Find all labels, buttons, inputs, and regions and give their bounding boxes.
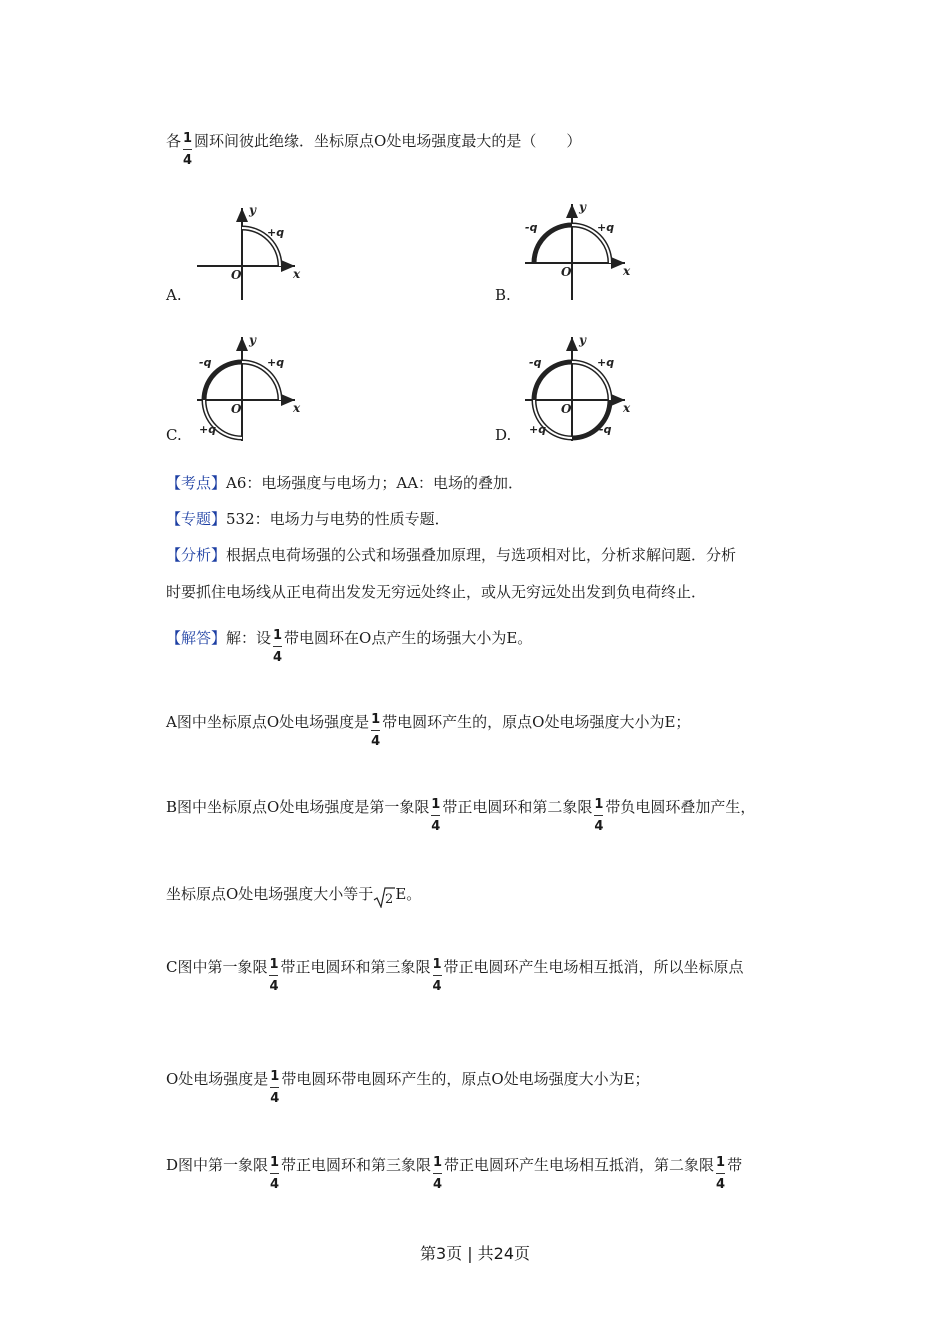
svg-text:x: x — [623, 401, 631, 415]
figure-option-a — [185, 200, 315, 314]
charge-label: -q — [525, 221, 538, 234]
svg-text:O: O — [561, 265, 572, 279]
charge-label: +q — [267, 356, 285, 369]
option-b-label: B. — [495, 286, 511, 304]
solution-c-2: O处电场强度是 $\frac{1}{4}$ 带电圆环带电圆环产生的，原点O处电场强度大小为E； — [166, 1069, 650, 1106]
svg-text:y: y — [579, 200, 586, 214]
svg-text:x: x — [293, 401, 301, 415]
charge-label: +q — [597, 356, 615, 369]
charge-label: -q — [529, 356, 542, 369]
fraction-quarter: $\frac{1}{4}$ — [182, 131, 193, 168]
zhuanti-line: 【专题】532：电场力与电势的性质专题． — [166, 510, 450, 528]
charge-label: -q — [199, 356, 212, 369]
solution-b: B图中坐标原点O处电场强度是第一象限 $\frac{1}{4}$ 带正电圆环和第二象限 $\frac{1}{4}$ 带负电圆环叠加产生， — [166, 797, 756, 834]
svg-text:O: O — [561, 402, 572, 416]
option-c-label: C. — [166, 426, 182, 444]
figure-option-d — [515, 333, 645, 449]
fenxi-line-2: 时要抓住电场线从正电荷出发发无穷远处终止，或从无穷远处出发到负电荷终止． — [166, 583, 707, 601]
svg-text:O: O — [231, 402, 242, 416]
svg-text:2: 2 — [385, 892, 394, 907]
question-intro: 各 $\frac{1}{4}$ 圆环间彼此绝缘．坐标原点O处电场强度最大的是（ ） — [166, 131, 582, 168]
y-axis-label: y — [249, 203, 256, 217]
figure-option-b — [515, 200, 645, 314]
option-a-label: A. — [166, 286, 182, 304]
charge-label: +q — [529, 423, 547, 436]
sqrt-two — [373, 884, 395, 907]
solution-d: D图中第一象限 $\frac{1}{4}$ 带正电圆环和第三象限 $\frac{1}{4}$ 带正电圆环产生电场相互抵消，第二象限 $\frac{1}{4}$ 带 — [166, 1155, 743, 1192]
solution-a: A图中坐标原点O处电场强度是 $\frac{1}{4}$ 带电圆环产生的，原点O处电场强度大小为E； — [166, 712, 691, 749]
charge-label: -q — [599, 423, 612, 436]
origin-label: O — [231, 268, 242, 282]
svg-text:x: x — [623, 264, 631, 278]
charge-label: +q — [267, 226, 285, 239]
svg-text:y: y — [579, 333, 586, 347]
x-axis-label: x — [293, 267, 301, 281]
jieda-line: 【解答】解：设 $\frac{1}{4}$ 带电圆环在O点产生的场强大小为E。 — [166, 628, 533, 665]
svg-text:y: y — [249, 333, 256, 347]
figure-option-c — [185, 333, 315, 449]
solution-c: C图中第一象限 $\frac{1}{4}$ 带正电圆环和第三象限 $\frac{1}{4}$ 带正电圆环产生电场相互抵消，所以坐标原点 — [166, 957, 744, 994]
option-d-label: D. — [495, 426, 512, 444]
fenxi-line: 【分析】根据点电荷场强的公式和场强叠加原理，与选项相对比，分析求解问题．分析 — [166, 546, 737, 564]
page-footer: 第3页 | 共24页 — [419, 1244, 531, 1263]
kaodian-line: 【考点】A6：电场强度与电场力；AA：电场的叠加． — [166, 474, 524, 492]
solution-b-2: 坐标原点O处电场强度大小等于 2 E。 — [166, 885, 422, 907]
charge-label: +q — [597, 221, 615, 234]
charge-label: +q — [199, 423, 217, 436]
